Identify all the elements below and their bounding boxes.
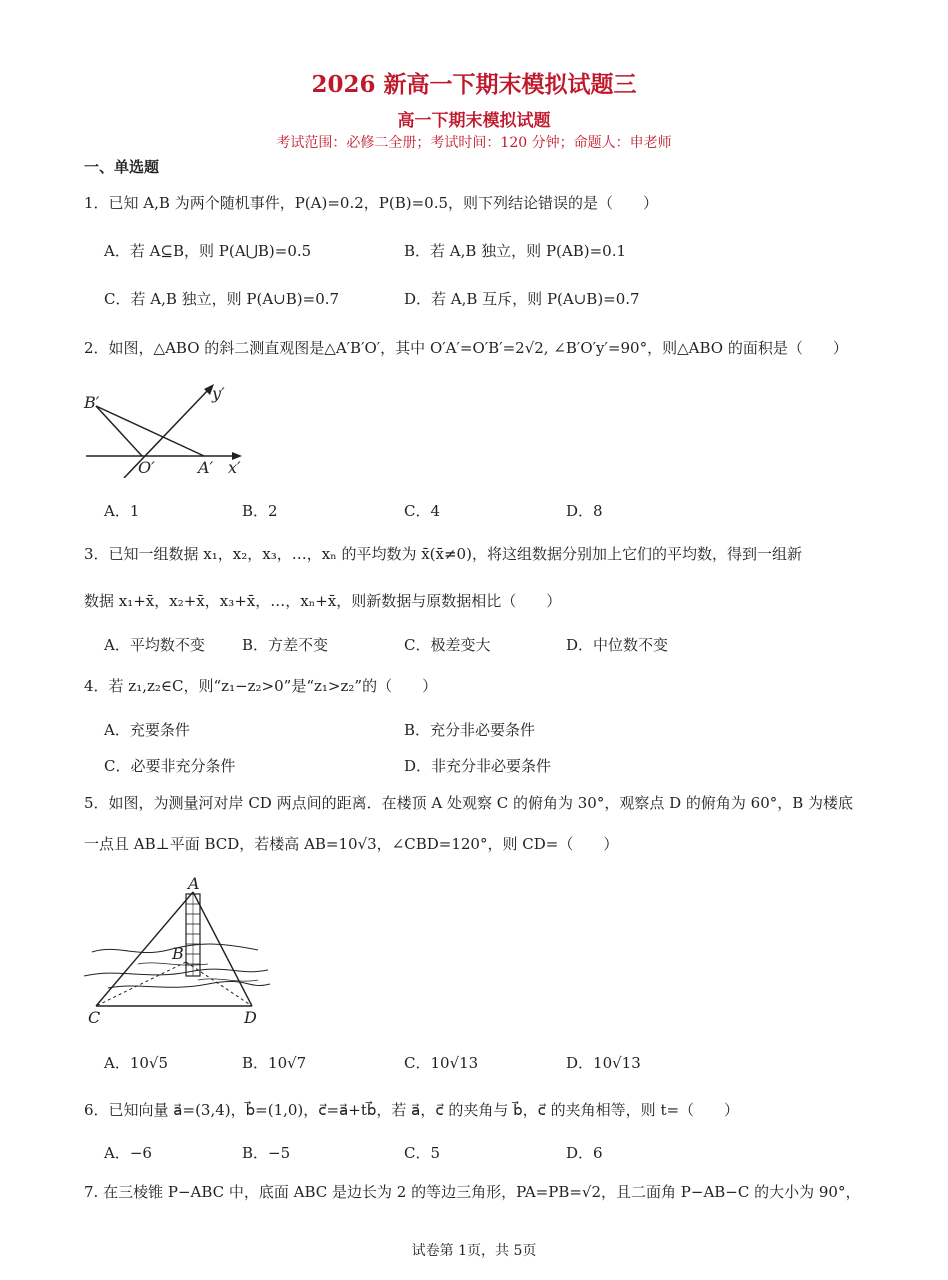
- figure-label-b-prime: B′: [84, 393, 100, 412]
- question-5-stem-line-1: 5．如图，为测量河对岸 CD 两点间的距离．在楼顶 A 处观察 C 的俯角为 30°，观察点 D 的俯角为 60°，B 为楼底: [84, 794, 854, 812]
- question-7-stem: 7. 在三棱锥 P−ABC 中，底面 ABC 是边长为 2 的等边三角形，PA=PB=√2，且二面角 P−AB−C 的大小为 90°，: [84, 1183, 861, 1201]
- question-6-option-a: A．−6: [104, 1144, 152, 1162]
- exam-info: 考试范围：必修二全册；考试时间：120 分钟；命题人：申老师: [276, 135, 672, 151]
- question-2-option-b: B．2: [242, 502, 278, 520]
- figure-label-a: A: [188, 874, 200, 893]
- page-footer: 试卷第 1页，共 5页: [411, 1243, 537, 1259]
- question-2-option-a: A．1: [104, 502, 140, 520]
- question-6-option-d: D．6: [566, 1144, 603, 1162]
- exam-subtitle: 高一下期末模拟试题: [397, 111, 551, 131]
- question-1-stem: 1．已知 A,B 为两个随机事件，P(A)=0.2，P(B)=0.5，则下列结论错误的是（ ）: [84, 194, 659, 212]
- question-5-option-c: C．10√13: [404, 1054, 479, 1072]
- question-1-option-d: D．若 A,B 互斥，则 P(A∪B)=0.7: [404, 290, 640, 308]
- question-6-stem: 6．已知向量 a⃗=(3,4)，b⃗=(1,0)，c⃗=a⃗+tb⃗，若 a⃗，c⃗ 的夹角与 b⃗，c⃗ 的夹角相等，则 t=（ ）: [84, 1101, 740, 1119]
- question-4-option-b: B．充分非必要条件: [404, 721, 536, 739]
- question-3-option-d: D．中位数不变: [566, 636, 669, 654]
- figure-label-x-prime: x′: [228, 458, 241, 477]
- section-heading: 一、单选题: [84, 158, 160, 176]
- question-2-stem: 2．如图，△ABO 的斜二测直观图是△A′B′O′，其中 O′A′=O′B′=2√2, ∠B′O′y′=90°，则△ABO 的面积是（ ）: [84, 339, 848, 357]
- question-4-option-a: A．充要条件: [104, 721, 190, 739]
- question-4-option-d: D．非充分非必要条件: [404, 757, 552, 775]
- question-1-option-b: B．若 A,B 独立，则 P(AB)=0.1: [404, 242, 627, 260]
- question-3-option-c: C．极差变大: [404, 636, 491, 654]
- question-4-stem: 4．若 z₁,z₂∈C，则“z₁−z₂>0”是“z₁>z₂”的（ ）: [84, 677, 438, 695]
- question-3-stem-line-2: 数据 x₁+x̄，x₂+x̄，x₃+x̄，…，xₙ+x̄，则新数据与原数据相比（ ）: [84, 592, 562, 610]
- question-1-option-a: A．若 A⊆B，则 P(A⋃B)=0.5: [104, 242, 312, 260]
- question-5-option-b: B．10√7: [242, 1054, 307, 1072]
- question-1-option-c: C．若 A,B 独立，则 P(A∪B)=0.7: [104, 290, 340, 308]
- figure-label-o-prime: O′: [138, 458, 155, 477]
- question-5-option-a: A．10√5: [104, 1054, 169, 1072]
- figure-label-a-prime: A′: [198, 458, 214, 477]
- figure-label-b: B: [172, 944, 184, 963]
- question-3-option-b: B．方差不变: [242, 636, 329, 654]
- question-2-option-d: D．8: [566, 502, 603, 520]
- question-3-option-a: A．平均数不变: [104, 636, 205, 654]
- exam-title: 2026 新高一下期末模拟试题三: [311, 71, 637, 98]
- question-5-stem-line-2: 一点且 AB⊥平面 BCD，若楼高 AB=10√3，∠CBD=120°，则 CD=（ ）: [84, 835, 619, 853]
- figure-label-d: D: [244, 1008, 257, 1027]
- question-5-option-d: D．10√13: [566, 1054, 641, 1072]
- question-3-stem-line-1: 3．已知一组数据 x₁，x₂，x₃，…，xₙ 的平均数为 x̄(x̄≠0)，将这组数据分别加上它们的平均数，得到一组新: [84, 545, 802, 563]
- question-6-option-b: B．−5: [242, 1144, 291, 1162]
- question-6-option-c: C．5: [404, 1144, 441, 1162]
- figure-label-c: C: [88, 1008, 101, 1027]
- question-4-option-c: C．必要非充分条件: [104, 757, 236, 775]
- question-2-option-c: C．4: [404, 502, 441, 520]
- figure-label-y-prime: y′: [212, 384, 225, 403]
